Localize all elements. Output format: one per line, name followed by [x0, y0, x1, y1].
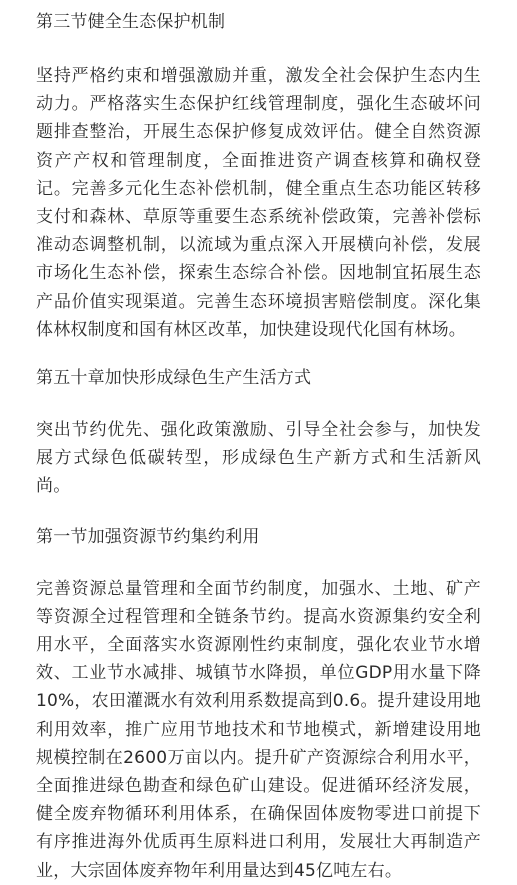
paragraph-ecology-protection: 坚持严格约束和增强激励并重，激发全社会保护生态内生动力。严格落实生态保护红线管理制度，强化生态破坏问题排查整治，开展生态保护修复成效评估。健全自然资源资产产权和管理制度，全面推进资产调查核算和确权登记。完善多元化生态补偿机制，健全重点生态功能区转移支付和森林、草原等重要生态系统补偿政策，完善补偿标准动态调整机制，以流域为重点深入开展横向补偿，发展市场化生态补偿，探索生态综合补偿。因地制宜拓展生态产品价值实现渠道。完善生态环境损害赔偿制度。深化集体林权制度和国有林区改革，加快建设现代化国有林场。 [36, 66, 481, 340]
paragraph-resource-saving: 完善资源总量管理和全面节约制度，加强水、土地、矿产等资源全过程管理和全链条节约。提高水资源集约安全利用水平，全面落实水资源刚性约束制度，强化农业节水增效、工业节水减排、城镇节水降损，单位GDP用水量下降10%，农田灌溉水有效利用系数提高到0.6。提升建设用地利用效率，推广应用节地技术和节地模式，新增建设用地规模控制在2600万亩以内。提升矿产资源综合利用水平，全面推进绿色勘查和绿色矿山建设。促进循环经济发展，健全废弃物循环利用体系，在确保固体废物零进口前提下有序推进海外优质再生原料进口利用，发展壮大再制造产业，大宗固体废弃物年利用量达到45亿吨左右。 [36, 578, 481, 881]
paragraph-green-lifestyle: 突出节约优先、强化政策激励、引导全社会参与，加快发展方式绿色低碳转型，形成绿色生产新方式和生活新风尚。 [36, 420, 481, 497]
section-heading-resource-saving: 第一节加强资源节约集约利用 [36, 526, 260, 547]
section-heading-ecology-protection: 第三节健全生态保护机制 [36, 12, 226, 32]
chapter-heading-green-lifestyle: 第五十章加快形成绿色生产生活方式 [36, 368, 312, 389]
